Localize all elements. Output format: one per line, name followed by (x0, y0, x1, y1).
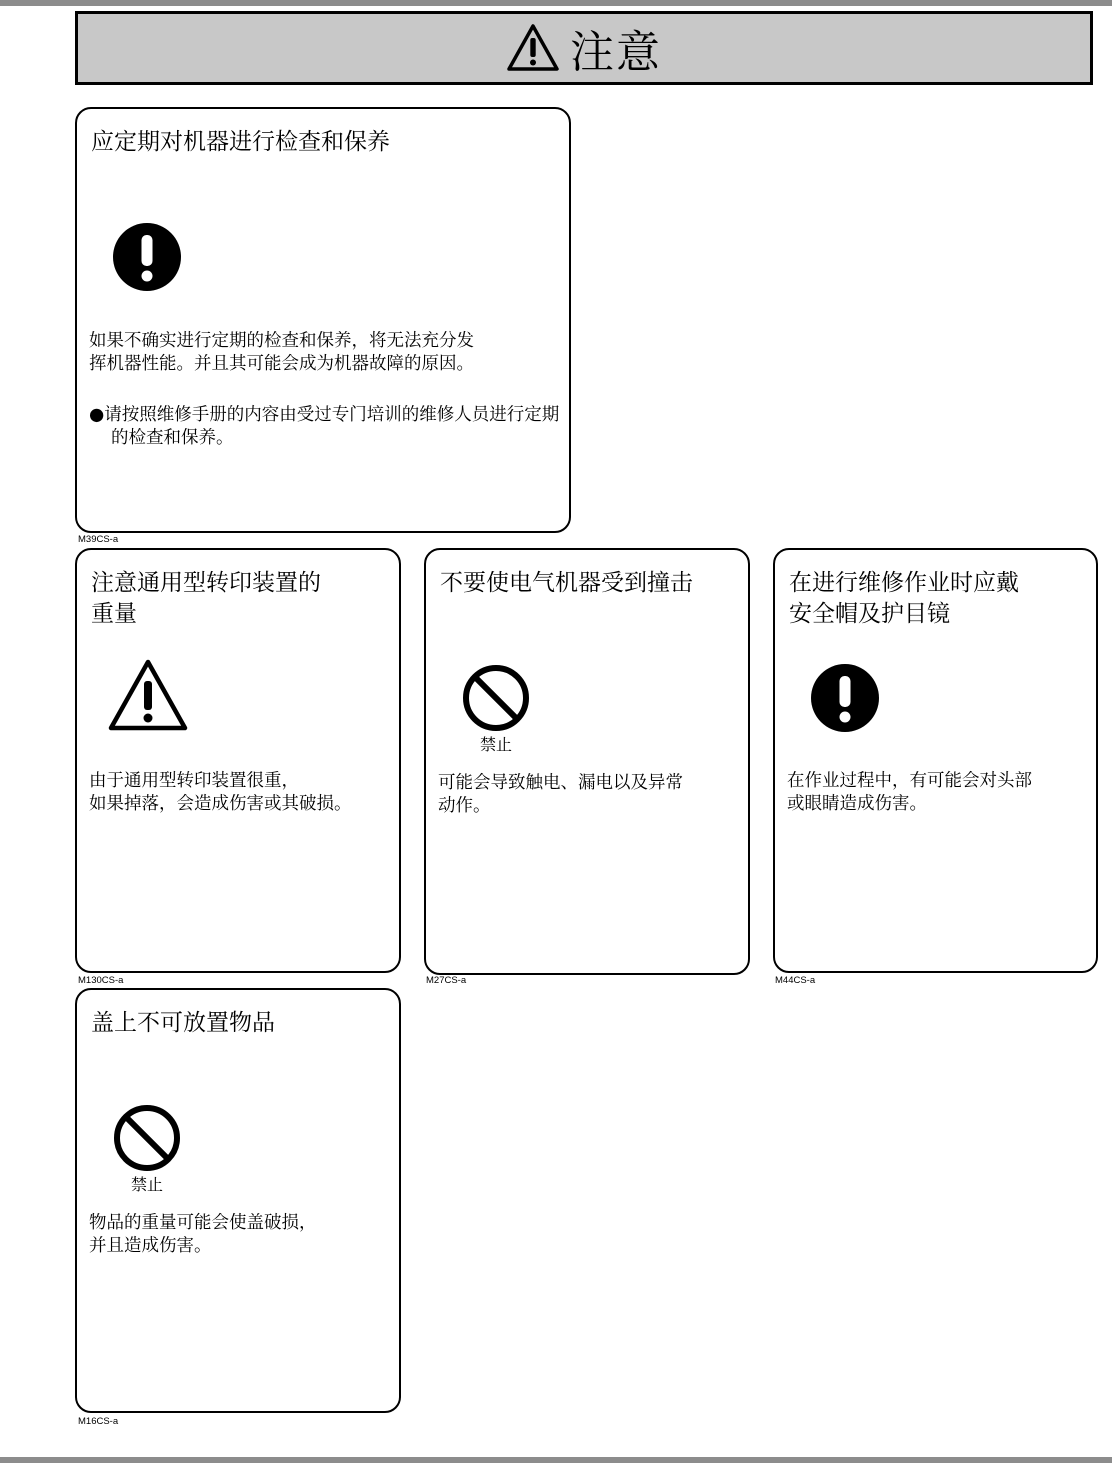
card-body: 由于通用型转印装置很重， 如果掉落，会造成伤害或其破损。 (89, 771, 352, 814)
card-title: 注意通用型转印装置的 重量 (91, 570, 321, 627)
warning-triangle-icon (107, 658, 189, 732)
mandatory-exclamation-icon (112, 222, 182, 292)
card-body: 如果不确实进行定期的检查和保养，将无法充分发 挥机器性能。并且其可能会成为机器故障的原因。 (89, 331, 474, 374)
card-body: 在作业过程中，有可能会对头部 或眼睛造成伤害。 (787, 771, 1032, 814)
card-title: 应定期对机器进行检查和保养 (91, 129, 390, 155)
figure-code: M44CS-a (775, 975, 816, 986)
card-title: 在进行维修作业时应戴 安全帽及护目镜 (789, 570, 1019, 627)
top-rule (0, 0, 1112, 6)
card-bullet: ●请按照维修手册的内容由受过专门培训的维修人员进行定期的检查和保养。 (89, 405, 560, 448)
caution-card-maintenance (75, 107, 571, 533)
card-title: 盖上不可放置物品 (91, 1010, 275, 1036)
bottom-rule (0, 1457, 1112, 1463)
prohibition-caption: 禁止 (130, 1175, 163, 1194)
figure-code: M130CS-a (78, 975, 124, 986)
caution-card-transfer-unit-weight (75, 548, 401, 973)
card-body: 物品的重量可能会使盖破损， 并且造成伤害。 (89, 1213, 317, 1256)
caution-card-helmet-goggles (773, 548, 1098, 973)
prohibition-icon (112, 1103, 182, 1173)
card-title: 不要使电气机器受到撞击 (440, 570, 693, 596)
prohibition-icon (461, 663, 531, 733)
mandatory-exclamation-icon (810, 663, 880, 733)
figure-code: M16CS-a (78, 1416, 119, 1427)
prohibition-caption: 禁止 (479, 735, 512, 754)
caution-card-cover (75, 988, 401, 1413)
caution-header (75, 11, 1093, 85)
figure-code: M27CS-a (426, 975, 467, 986)
caution-card-impact (424, 548, 750, 975)
warning-triangle-icon (506, 23, 560, 73)
figure-code: M39CS-a (78, 534, 119, 545)
card-body: 可能会导致触电、漏电以及异常 动作。 (438, 773, 683, 816)
header-title: 注意 (570, 27, 662, 78)
